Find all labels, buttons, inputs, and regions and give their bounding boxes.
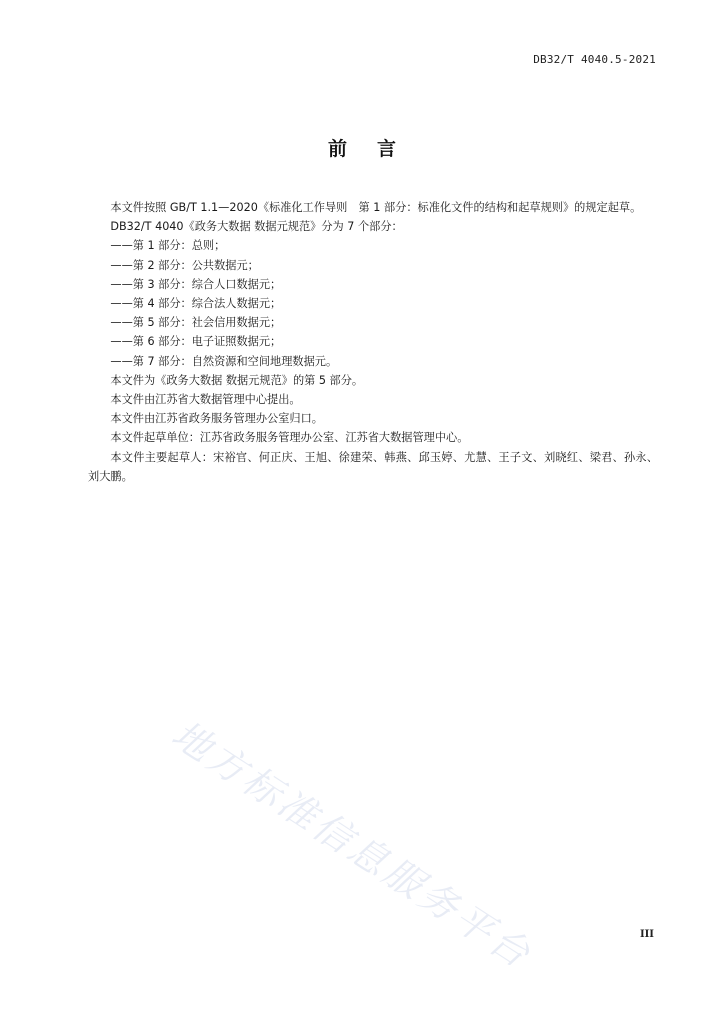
- list-item: ——第 3 部分：综合人口数据元；: [110, 277, 282, 291]
- paragraph-drafting-units: 本文件起草单位：江苏省政务服务管理办公室、江苏省大数据管理中心。: [110, 431, 469, 445]
- list-item: ——第 6 部分：电子证照数据元；: [110, 335, 282, 349]
- list-item: ——第 2 部分：公共数据元；: [110, 258, 259, 272]
- list-item: ——第 7 部分：自然资源和空间地理数据元。: [110, 354, 338, 368]
- page-number: III: [639, 929, 654, 940]
- paragraph-proposer: 本文件由江苏省大数据管理中心提出。: [110, 393, 301, 407]
- list-item: ——第 5 部分：社会信用数据元；: [110, 316, 282, 330]
- paragraph-drafting-basis: 本文件按照 GB/T 1.1—2020《标准化工作导则 第 1 部分：标准化文件的结构和起草规则》的规定起草。: [110, 201, 642, 214]
- paragraph-part-statement: 本文件为《政务大数据 数据元规范》的第 5 部分。: [110, 373, 364, 387]
- watermark: 地方标准信息服务平台: [164, 711, 541, 978]
- document-code-header: DB32/T 4040.5-2021: [533, 53, 656, 66]
- paragraph-drafters: 本文件主要起草人：宋裕官、何正庆、王旭、徐建荣、韩燕、邱玉婷、尤慧、王子文、刘晓红、梁君、孙永、刘大鹏。: [88, 450, 658, 483]
- page-title: 前言: [327, 138, 426, 160]
- paragraph-parts-intro: DB32/T 4040《政务大数据 数据元规范》分为 7 个部分：: [110, 220, 403, 234]
- paragraph-administrator: 本文件由江苏省政务服务管理办公室归口。: [110, 412, 323, 426]
- list-item: ——第 1 部分：总则；: [110, 239, 226, 253]
- list-item: ——第 4 部分：综合法人数据元；: [110, 297, 282, 311]
- foreword-body: [88, 198, 658, 486]
